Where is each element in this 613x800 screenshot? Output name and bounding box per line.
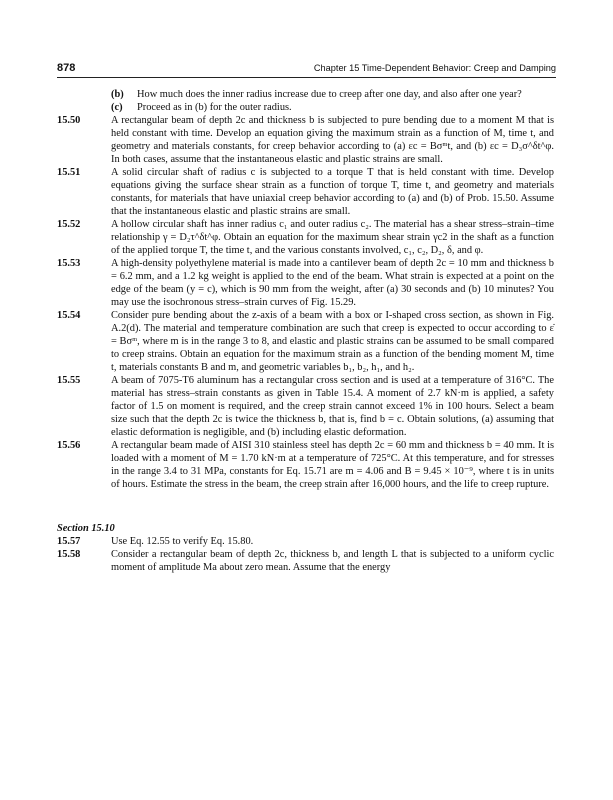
header-rule (57, 77, 556, 78)
problem-number: 15.53 (57, 258, 81, 269)
problems-section-15-10 (57, 535, 554, 574)
problem (57, 439, 554, 491)
problem-text: Consider a rectangular beam of depth 2c, thickness b, and length L that is subjected to a uniform cyclic moment of amplitude Ma about zero mean. Assume that the energy (111, 549, 554, 573)
problem-text: Proceed as in (b) for the outer radius. (137, 102, 292, 113)
subpart-label: (b) (111, 89, 124, 100)
problem-subpart (57, 101, 554, 114)
problem (57, 374, 554, 439)
problem-text: A beam of 7075-T6 aluminum has a rectangular cross section and is used at a temperature of 316°C. The material has stress–strain constants as given in Table 15.4. A moment of 2.7 kN·m is applied, a safety factor of 1.5 on moment is required, and the creep strain cannot exceed 1% in 100 hours. Select a beam size such that the depth 2c is twice the thickness b, that is, find b = c. Obtain solutions, (a) assuming that elastic deformation is negligible, and (b) including elastic deformation. (111, 375, 554, 438)
problem-number: 15.56 (57, 440, 81, 451)
section-heading: Section 15.10 (57, 523, 115, 534)
running-title: Chapter 15 Time-Dependent Behavior: Creep and Damping (313, 63, 556, 73)
problem (57, 114, 554, 166)
problem-text: Use Eq. 12.55 to verify Eq. 15.80. (111, 536, 254, 547)
problem-text: How much does the inner radius increase due to creep after one day, and also after one year? (137, 89, 522, 100)
problem-number: 15.52 (57, 219, 81, 230)
problem (57, 257, 554, 309)
problem (57, 218, 554, 257)
problem-text: A high-density polyethylene material is made into a cantilever beam of depth 2c = 10 mm and thickness b = 6.2 mm, and a 1.2 kg weight is applied to the end of the beam. What strain is expected at a point on the edge of the beam (y = c), which is 90 mm from the weight, after (a) 30 seconds and (b) 10 minutes? You may use the isochronous stress–strain curves of Fig. 15.29. (111, 258, 554, 308)
problem-number: 15.50 (57, 115, 81, 126)
problem-number: 15.57 (57, 536, 81, 547)
page-header (57, 62, 556, 76)
problem-text: A rectangular beam made of AISI 310 stainless steel has depth 2c = 60 mm and thickness b = 40 mm. It is loaded with a moment of M = 1.70 kN·m at a temperature of 725°C. At this temperature, and for stresses in the range 3.4 to 31 MPa, constants for Eq. 15.71 are m = 4.06 and B = 9.45 × 10⁻⁹, where t is in units of hours. Estimate the stress in the beam, the creep strain after 16,000 hours, and the life to creep rupture. (111, 440, 554, 490)
problem (57, 535, 554, 548)
problem-text: A solid circular shaft of radius c is subjected to a torque T that is held constant with time. Develop equations giving the surface shear strain as a function of torque T, time t, and geometry and materials constants, for materials that have uniaxial creep behavior according to (a) and (b) of Prob. 15.50. Assume that the instantaneous elastic and plastic strains are small. (111, 167, 554, 217)
problem-number: 15.54 (57, 310, 81, 321)
problems-section-15-9 (57, 88, 554, 491)
problem (57, 548, 554, 574)
problem-text: A rectangular beam of depth 2c and thickness b is subjected to pure bending due to a moment M that is held constant with time. Develop an equation giving the maximum strain as a function of M, time t, and geometry and materials constants, for creep behavior according to (a) εc = Bσᵐt, and (b) εc = D₃σ^δt^φ. In both cases, assume that the instantaneous elastic and plastic strains are small. (111, 115, 554, 165)
page-number: 878 (57, 62, 76, 74)
problem-number: 15.55 (57, 375, 81, 386)
problem-list (57, 88, 554, 574)
problem-text: Consider pure bending about the z-axis of a beam with a box or I-shaped cross section, as shown in Fig. A.2(d). The material and temperature combination are such that creep is expected to occur according to ε̇ = Bσᵐ, where m is in the range 3 to 8, and elastic and plastic strains can be assumed to be small compared to creep strains. Obtain an equation for the maximum strain as a function of the bending moment M, time t, materials constants B and m, and geometric variables b₁, b₂, h₁, and h₂. (111, 310, 554, 373)
problem-text: A hollow circular shaft has inner radius c₁ and outer radius c₂. The material has a shear stress–strain–time relationship γ = D₂τ^δt^φ. Obtain an equation for the maximum shear strain γc2 in the shaft as a function of the applied torque T, the time t, and the various constants involved, c₁, c₂, D₂, δ, and φ. (111, 219, 554, 256)
problem (57, 166, 554, 218)
problem-number: 15.51 (57, 167, 81, 178)
problem-subpart (57, 88, 554, 101)
subpart-label: (c) (111, 102, 123, 113)
problem-number: 15.58 (57, 549, 81, 560)
problem (57, 309, 554, 374)
